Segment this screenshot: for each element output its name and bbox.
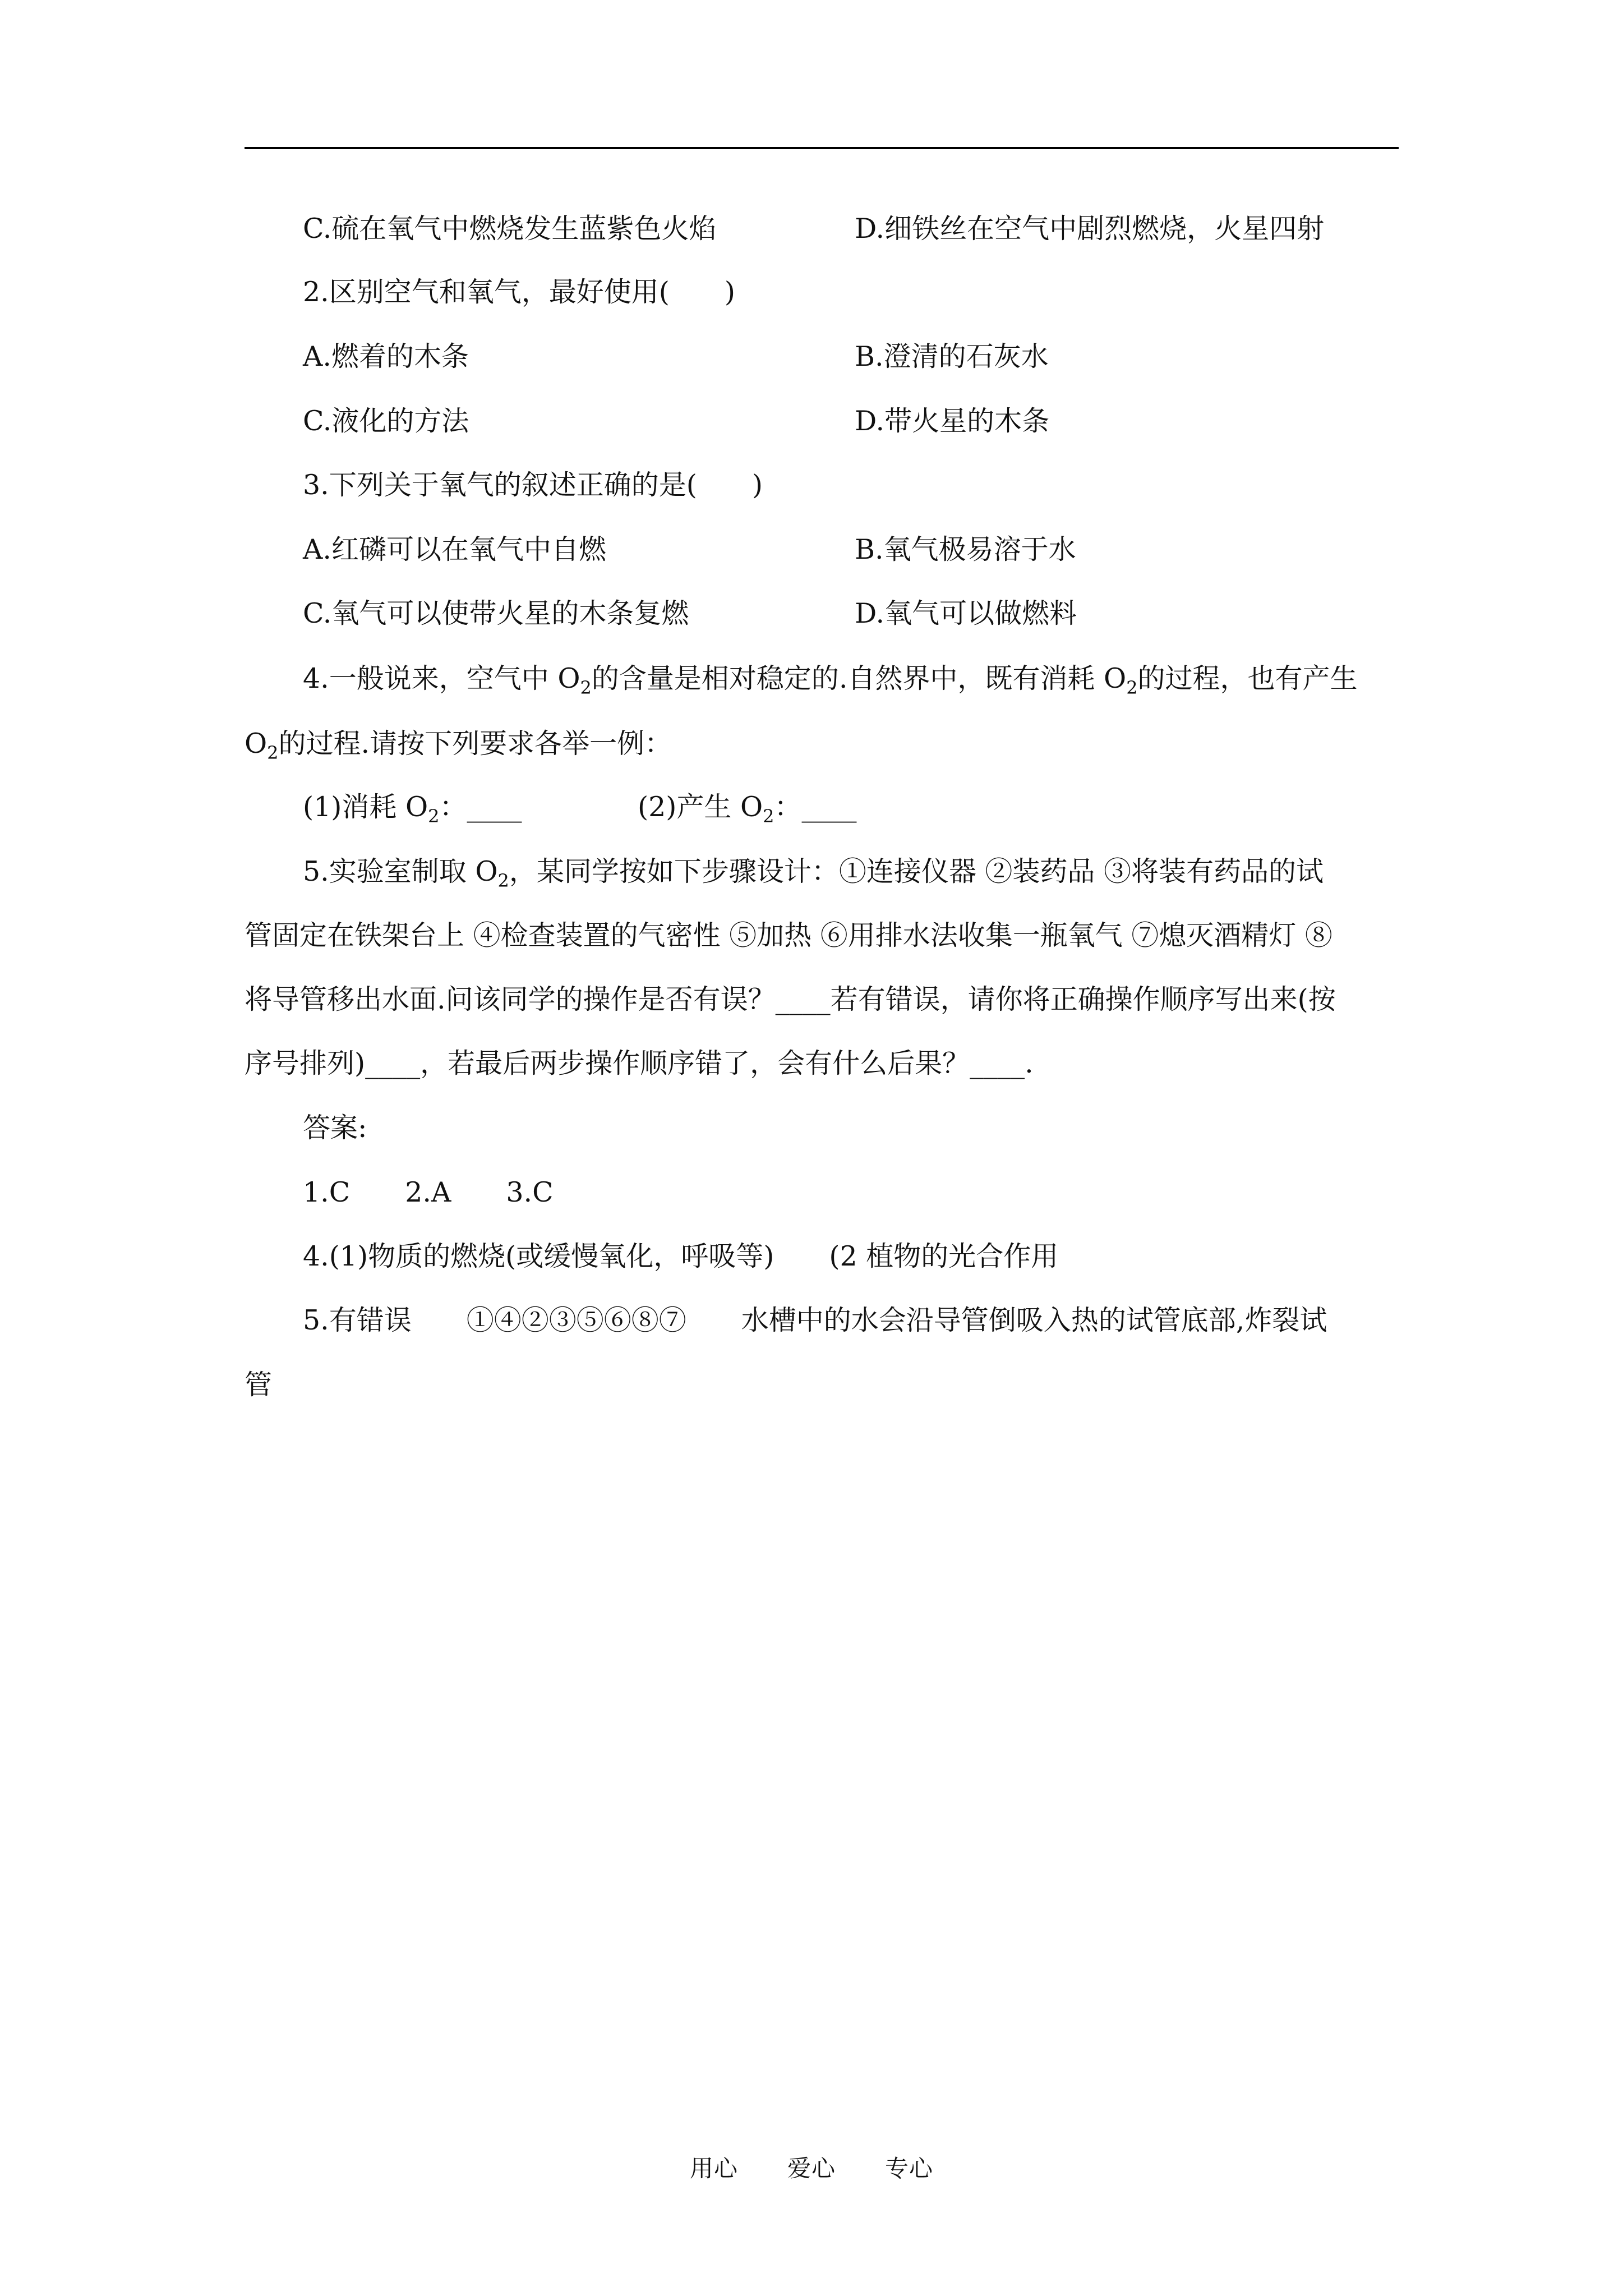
q3-option-d: D.氧气可以做燃料 <box>855 597 1077 629</box>
q5-stem-line3: 将导管移出水面.问该同学的操作是否有误？____若有错误，请你将正确操作顺序写出来(按 <box>245 983 1336 1015</box>
answer-5-line2: 管 <box>245 1369 273 1401</box>
answer-4: 4.(1)物质的燃烧(或缓慢氧化，呼吸等) (2 植物的光合作用 <box>303 1240 1059 1272</box>
q4-stem-line2: $O_2$的过程.请按下列要求各举一例： <box>245 728 672 763</box>
answer-5-line1: 5.有错误 ①④②③⑤⑥⑧⑦ 水槽中的水会沿导管倒吸入热的试管底部,炸裂试 <box>303 1304 1327 1336</box>
q2-stem: 2.区别空气和氧气，最好使用( ) <box>303 276 735 308</box>
q1-option-c: C.硫在氧气中燃烧发生蓝紫色火焰 <box>303 213 717 245</box>
q3-option-a: A.红磷可以在氧气中自燃 <box>303 533 606 565</box>
page-footer <box>0 2153 1623 2184</box>
q3-option-b: B.氧气极易溶于水 <box>855 533 1076 565</box>
q4-stem-line1: 4.一般说来，空气中 $O_2$的含量是相对稳定的.自然界中，既有消耗 $O_2$的过程，也有产生 <box>303 662 1358 698</box>
q3-stem: 3.下列关于氧气的叙述正确的是( ) <box>303 469 763 501</box>
q5-stem-line2: 管固定在铁架台上 ④检查装置的气密性 ⑤加热 ⑥用排水法收集一瓶氧气 ⑦熄灭酒精灯 ⑧ <box>245 919 1332 951</box>
q1-option-d: D.细铁丝在空气中剧烈燃烧，火星四射 <box>855 213 1325 245</box>
q4-sub-question-1: (1)消耗 $O_2$：____ <box>303 791 522 827</box>
q3-option-c: C.氧气可以使带火星的木条复燃 <box>303 597 689 629</box>
footer-item: 爱心 <box>787 2155 836 2182</box>
q2-option-c: C.液化的方法 <box>303 405 469 437</box>
answers-heading: 答案: <box>303 1112 367 1144</box>
footer-item: 用心 <box>689 2155 738 2182</box>
q5-stem-line1: 5.实验室制取 $O_2$，某同学按如下步骤设计：①连接仪器 ②装药品 ③将装有药品的试 <box>303 855 1324 891</box>
answers-1-3: 1.C 2.A 3.C <box>303 1176 554 1208</box>
q4-sub-question-2: (2)产生 $O_2$：____ <box>638 791 857 827</box>
footer-item: 专心 <box>885 2155 934 2182</box>
q5-stem-line4: 序号排列)____，若最后两步操作顺序错了，会有什么后果？____. <box>245 1047 1034 1079</box>
q2-option-b: B.澄清的石灰水 <box>855 341 1049 372</box>
q2-option-d: D.带火星的木条 <box>855 405 1050 437</box>
header-rule <box>245 147 1399 149</box>
q2-option-a: A.燃着的木条 <box>303 341 469 372</box>
